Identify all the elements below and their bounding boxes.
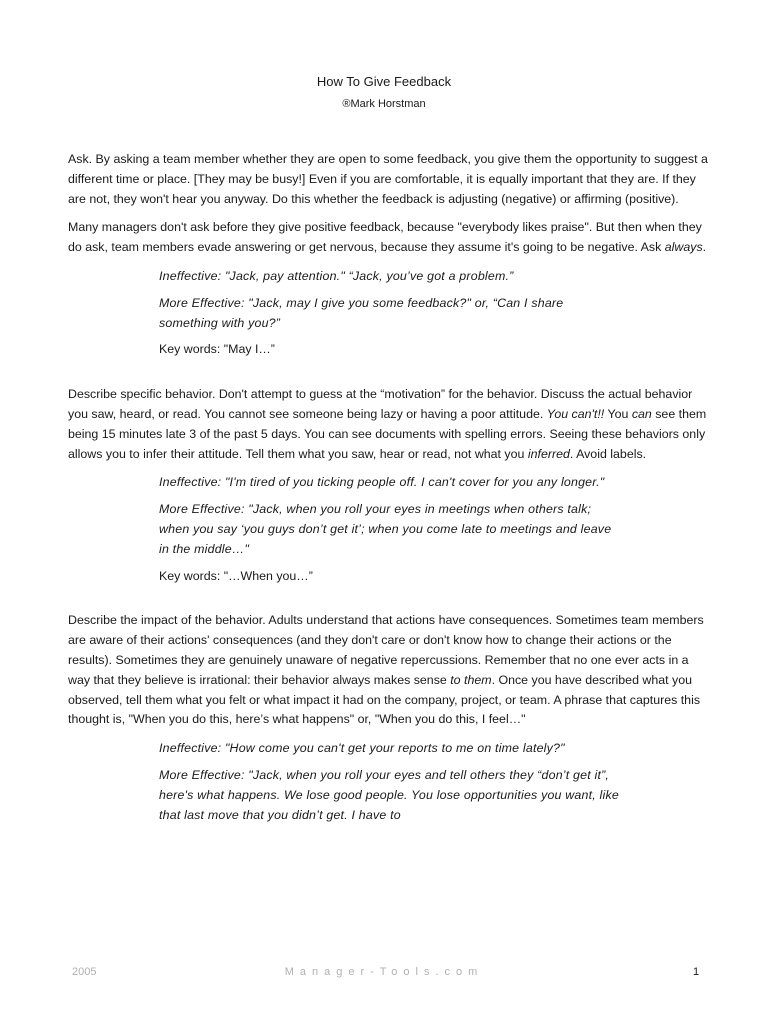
paragraph [68,218,708,258]
emphasis-text: to them [450,672,492,687]
paragraph-text: . Avoid labels. [569,446,647,461]
paragraph-text: see them being 15 minutes late 3 of the past 5 days. You can see documents with spelling errors. Seeing these behaviors only allows you to infer their attitude. Tell them what you saw, hear or read, not what you [68,406,707,461]
emphasis-text: can [631,406,652,421]
emphasis-text: always [664,240,703,255]
paragraph [68,385,708,464]
effective-example: More Effective: "Jack, when you roll your eyes and tell others they “don’t get it”, here's what happens. We lose good people. You lose opportunities you want, like that last move that you didn’t get. I have to [159,767,619,822]
ineffective-example: Ineffective: "How come you can't get your reports to me on time lately?" [159,741,565,756]
paragraph-text: . [702,240,707,255]
section-describe-behavior [68,385,708,586]
section-ask [68,150,708,360]
paragraph [68,611,708,730]
footer-year: 2005 [72,966,97,978]
paragraph [68,150,708,209]
paragraph-text: Describe the impact of the behavior. Adults understand that actions have consequences. Sometimes team members are aware of their actions' consequences (and they don't care or don't know how to change their actions or the results). Sometimes they are genuinely unaware of negative repercussions. Remember that no one ever acts in a way that they believe is irrational: their behavior always makes sense [68,613,704,687]
key-words: Key words: "May I…” [159,342,275,357]
section-describe-impact [68,611,708,825]
paragraph-text: Ask. By asking a team member whether they are open to some feedback, you give them the opportunity to suggest a different time or place. [They may be busy!] Even if you are comfortable, it is equally important that they are. If they are not, they won't hear you anyway. Do this whether the feedback is adjusting (negative) or affirming (positive). [68,152,708,206]
paragraph-text: . Once you have described what you observed, tell them what you felt or what impact it had on the company, project, or team. A phrase that captures this thought is, "When you do this, here’s what happens" or, "When you do this, I feel…" [68,672,701,727]
effective-example: More Effective: "Jack, may I give you some feedback?" or, “Can I share something with you?” [159,295,564,330]
paragraph-text: You [604,406,632,421]
document-body [68,150,708,832]
paragraph-text: Describe specific behavior. Don't attempt to guess at the “motivation” for the behavior. Discuss the actual behavior you saw, heard, or read. You cannot see someone being lazy or having a poor attitude. [68,387,693,421]
page-number: 1 [693,966,700,978]
effective-example: More Effective: "Jack, when you roll your eyes in meetings when others talk; when you say ‘you guys don’t get it’; when you come late to meetings and leave in the middle…" [159,502,612,556]
paragraph-text: Many managers don't ask before they give positive feedback, because "everybody likes praise". But then when they do ask, team members evade answering or get nervous, because they assume it's going to be negative. Ask [68,220,702,255]
ineffective-example: Ineffective: "Jack, pay attention." “Jack, you’ve got a problem.” [159,268,514,283]
document-author: ®Mark Horstman [342,98,426,110]
footer-site: Manager-Tools.com [284,966,484,978]
emphasis-text: inferred [527,446,570,461]
key-words: Key words: "…When you…” [159,568,313,583]
document-title: How To Give Feedback [316,74,452,89]
ineffective-example: Ineffective: "I'm tired of you ticking people off. I can't cover for you any longer." [159,475,605,490]
emphasis-text: You can't!! [546,406,605,421]
